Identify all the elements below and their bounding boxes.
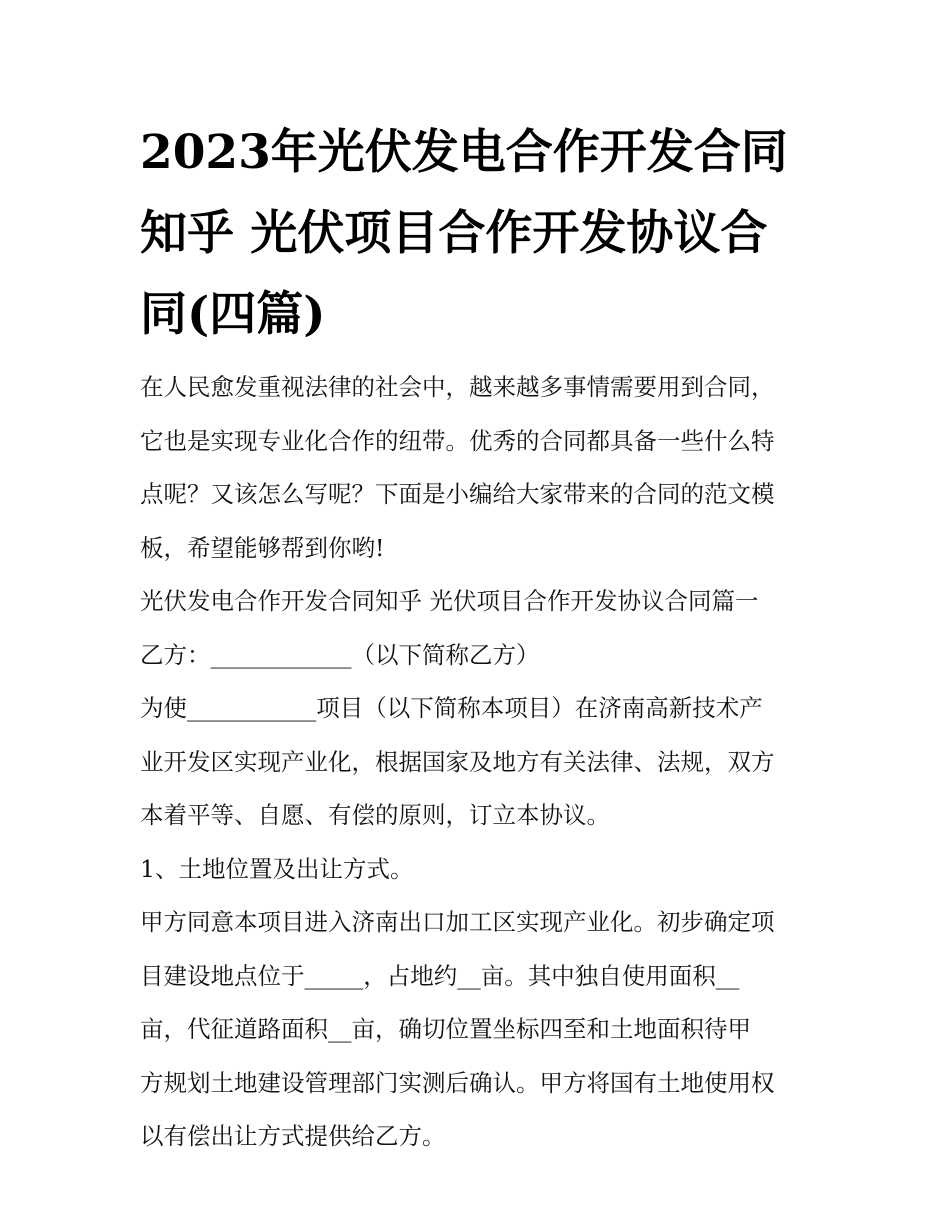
text-line: 点呢？又该怎么写呢？下面是小编给大家带来的合同的范文模: [140, 480, 775, 508]
document-body: [140, 361, 812, 1164]
text-line: 以有偿出让方式提供给乙方。: [140, 1122, 446, 1150]
text-line: 为使___________项目（以下简称本项目）在济南高新技术产: [140, 694, 763, 722]
text-line: 方规划土地建设管理部门实测后确认。甲方将国有土地使用权: [140, 1068, 775, 1097]
text-line: 亩，代征道路面积__亩，确切位置坐标四至和土地面积待甲: [140, 1015, 751, 1043]
title-line: 同(四篇): [140, 287, 326, 342]
text-line: 1、土地位置及出让方式。: [140, 854, 414, 883]
clause-heading: [140, 843, 812, 897]
text-line: 本着平等、自愿、有偿的原则，订立本协议。: [140, 801, 610, 829]
text-line: 板，希望能够帮到你哟!: [140, 533, 385, 562]
land-paragraph: [140, 896, 812, 1164]
title-line: 2023年光伏发电合作开发合同: [140, 125, 788, 180]
section-heading: [140, 575, 812, 629]
title-line: 知乎 光伏项目合作开发协议合: [140, 206, 768, 261]
text-line: 光伏发电合作开发合同知乎 光伏项目合作开发协议合同篇一: [140, 587, 759, 615]
party-b-line: [140, 629, 812, 683]
document-title: [140, 112, 812, 355]
intro-paragraph: [140, 361, 812, 575]
text-line: 目建设地点位于_____，占地约__亩。其中独自使用面积__: [140, 961, 740, 990]
text-line: 它也是实现专业化合作的纽带。优秀的合同都具备一些什么特: [140, 426, 775, 455]
text-line: 甲方同意本项目进入济南出口加工区实现产业化。初步确定项: [140, 908, 775, 936]
text-line: 在人民愈发重视法律的社会中，越来越多事情需要用到合同，: [140, 373, 775, 401]
text-line: 业开发区实现产业化，根据国家及地方有关法律、法规，双方: [140, 747, 775, 776]
text-line: 乙方：____________（以下简称乙方）: [140, 640, 540, 669]
document-content: [140, 112, 812, 1164]
purpose-paragraph: [140, 682, 812, 843]
